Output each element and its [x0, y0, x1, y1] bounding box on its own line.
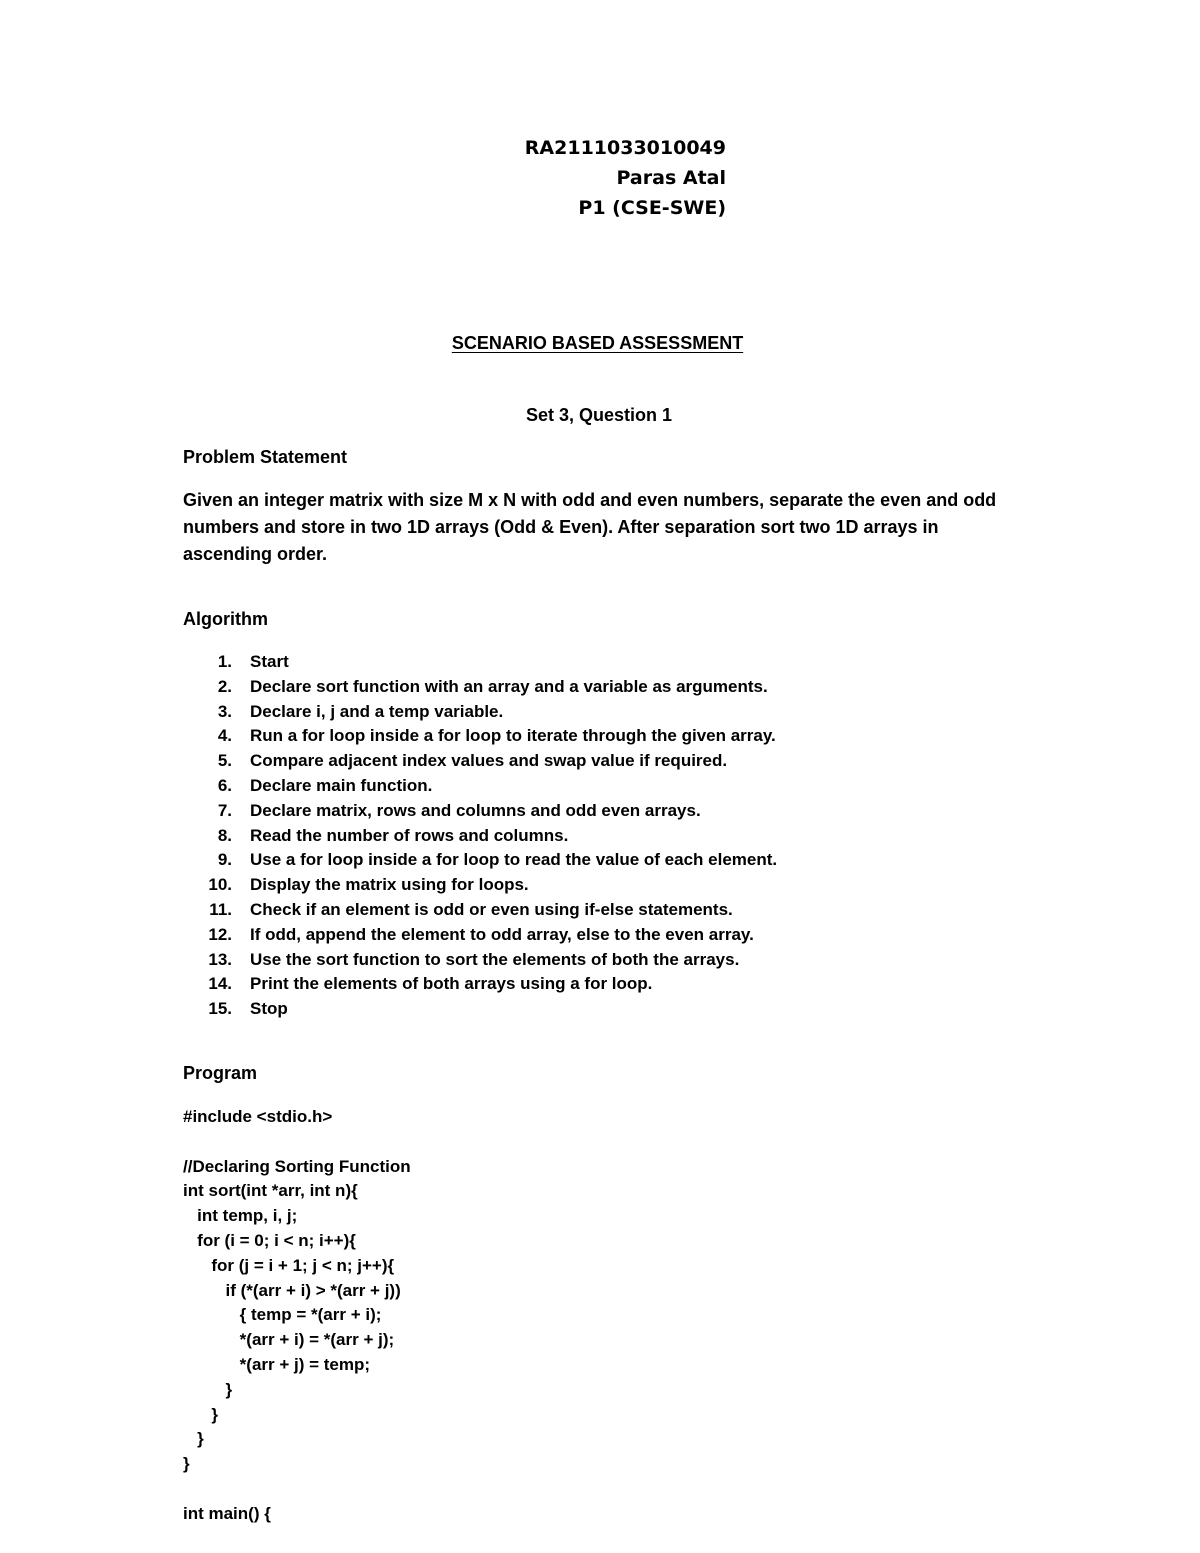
algorithm-step: [183, 898, 777, 923]
problem-statement-text: Given an integer matrix with size M x N with odd and even numbers, separate the even and odd numbers and store in two 1D arrays (Odd & Even). After separation sort two 1D arrays in ascending order.: [183, 490, 997, 564]
algorithm-step: [183, 997, 777, 1022]
step-number: 14.: [208, 974, 232, 994]
code-line: for (i = 0; i < n; i++){: [183, 1230, 356, 1250]
registration-number: RA2111033010049: [524, 137, 726, 159]
step-number: 13.: [208, 949, 232, 969]
step-text: Read the number of rows and columns.: [250, 825, 569, 845]
step-number: 5.: [217, 751, 232, 771]
class-section: P1 (CSE-SWE): [578, 197, 726, 219]
step-text: Display the matrix using for loops.: [250, 875, 529, 895]
algorithm-heading: Algorithm: [183, 609, 268, 629]
code-line: }: [183, 1404, 218, 1424]
step-text: Start: [250, 652, 289, 671]
code-line: if (*(arr + i) > *(arr + j)): [183, 1280, 401, 1300]
code-line: *(arr + i) = *(arr + j);: [183, 1330, 395, 1350]
code-line: int sort(int *arr, int n){: [183, 1181, 358, 1201]
step-number: 15.: [208, 999, 232, 1019]
code-line: *(arr + j) = temp;: [183, 1354, 371, 1374]
step-number: 7.: [217, 800, 232, 820]
algorithm-step: [183, 923, 777, 948]
code-line: //Declaring Sorting Function: [183, 1156, 411, 1176]
algorithm-step: [183, 799, 777, 824]
step-text: Compare adjacent index values and swap value if required.: [250, 751, 728, 771]
algorithm-step: [183, 675, 777, 700]
student-name: Paras Atal: [616, 167, 726, 189]
algorithm-step: [183, 749, 777, 774]
step-number: 3.: [217, 701, 232, 721]
code-line: int main() {: [183, 1503, 271, 1523]
algorithm-step: [183, 873, 777, 898]
step-number: 4.: [217, 726, 232, 746]
step-text: If odd, append the element to odd array, else to the even array.: [250, 924, 754, 944]
step-text: Declare sort function with an array and a variable as arguments.: [250, 676, 768, 696]
step-text: Use the sort function to sort the elements of both the arrays.: [250, 949, 740, 969]
step-text: Use a for loop inside a for loop to read the value of each element.: [250, 850, 778, 870]
algorithm-step: [183, 824, 777, 849]
step-text: Print the elements of both arrays using a for loop.: [250, 974, 653, 994]
algorithm-step: [183, 774, 777, 799]
algorithm-step: [183, 724, 777, 749]
document-title: SCENARIO BASED ASSESSMENT: [451, 333, 744, 353]
step-text: Declare main function.: [250, 775, 433, 795]
set-question-label: Set 3, Question 1: [525, 405, 673, 425]
step-number: 1.: [217, 652, 232, 671]
algorithm-steps-list: [183, 650, 777, 1022]
step-text: Check if an element is odd or even using if-else statements.: [250, 899, 733, 919]
code-line: }: [183, 1429, 204, 1449]
step-number: 9.: [217, 850, 232, 870]
step-number: 6.: [217, 775, 232, 795]
step-text: Stop: [250, 999, 288, 1019]
program-heading: Program: [183, 1063, 258, 1083]
problem-statement-heading: Problem Statement: [183, 447, 348, 467]
step-text: Declare i, j and a temp variable.: [250, 701, 504, 721]
code-line: for (j = i + 1; j < n; j++){: [183, 1255, 395, 1275]
student-header: [500, 133, 726, 223]
step-text: Run a for loop inside a for loop to iterate through the given array.: [250, 726, 776, 746]
algorithm-step: [183, 972, 777, 997]
code-line: { temp = *(arr + i);: [183, 1305, 382, 1325]
code-line: [183, 1477, 411, 1502]
algorithm-step: [183, 848, 777, 873]
algorithm-step: [183, 948, 777, 973]
program-code: [183, 1105, 411, 1527]
step-number: 2.: [217, 676, 232, 696]
algorithm-step: [183, 650, 777, 675]
step-number: 8.: [217, 825, 232, 845]
code-line: }: [183, 1379, 233, 1399]
code-line: }: [183, 1454, 190, 1474]
code-line: int temp, i, j;: [183, 1206, 298, 1226]
code-line: #include <stdio.h>: [183, 1107, 333, 1126]
step-number: 12.: [208, 924, 232, 944]
step-text: Declare matrix, rows and columns and odd even arrays.: [250, 800, 701, 820]
step-number: 11.: [209, 899, 232, 919]
step-number: 10.: [208, 875, 232, 895]
algorithm-step: [183, 700, 777, 725]
code-line: [183, 1130, 411, 1155]
